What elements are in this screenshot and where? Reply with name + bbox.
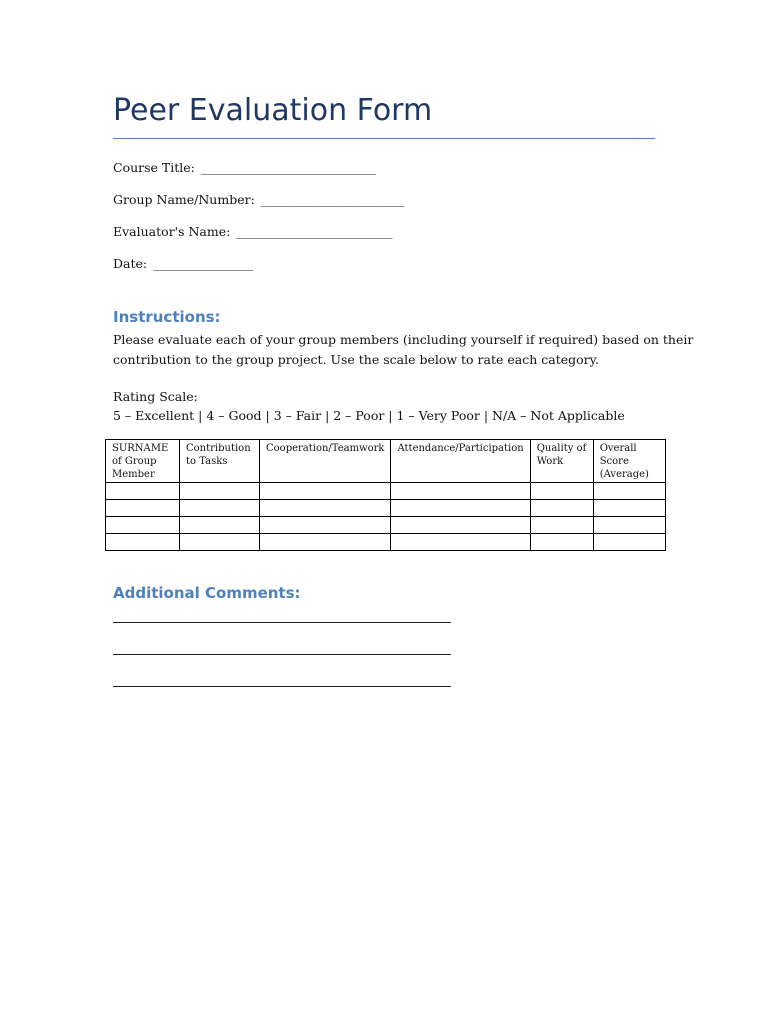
- table-cell[interactable]: [391, 517, 530, 534]
- table-cell[interactable]: [530, 483, 593, 500]
- comment-line-2[interactable]: [113, 654, 451, 655]
- table-cell[interactable]: [106, 483, 180, 500]
- header-cooperation: Cooperation/Teamwork: [260, 440, 391, 483]
- date-blank[interactable]: ________________: [153, 256, 254, 271]
- table-cell[interactable]: [180, 517, 260, 534]
- evaluator-name-label: Evaluator's Name:: [113, 224, 231, 239]
- group-name-field: [113, 192, 405, 207]
- table-cell[interactable]: [530, 500, 593, 517]
- group-name-label: Group Name/Number:: [113, 192, 255, 207]
- table-cell[interactable]: [593, 500, 665, 517]
- table-row: [106, 534, 666, 551]
- header-quality: Quality of Work: [530, 440, 593, 483]
- table-cell[interactable]: [260, 483, 391, 500]
- table-cell[interactable]: [593, 534, 665, 551]
- group-name-blank[interactable]: _______________________: [260, 192, 405, 207]
- rating-scale-label: Rating Scale:: [113, 389, 198, 404]
- evaluator-name-field: [113, 224, 393, 239]
- table-row: [106, 517, 666, 534]
- table-cell[interactable]: [593, 517, 665, 534]
- table-cell[interactable]: [530, 534, 593, 551]
- table-row: [106, 483, 666, 500]
- header-surname: SURNAME of Group Member: [106, 440, 180, 483]
- comment-line-3[interactable]: [113, 686, 451, 687]
- course-title-blank[interactable]: ____________________________: [200, 160, 376, 175]
- instructions-line-2: contribution to the group project. Use the scale below to rate each category.: [113, 352, 600, 367]
- table-cell[interactable]: [391, 500, 530, 517]
- table-cell[interactable]: [391, 483, 530, 500]
- date-field: [113, 256, 253, 271]
- table-header-row: [106, 440, 666, 483]
- table-cell[interactable]: [260, 534, 391, 551]
- table-cell[interactable]: [180, 534, 260, 551]
- table-cell[interactable]: [106, 534, 180, 551]
- title-underline: [113, 138, 655, 139]
- table-row: [106, 500, 666, 517]
- form-title: Peer Evaluation Form: [113, 93, 433, 128]
- table-cell[interactable]: [106, 517, 180, 534]
- table-cell[interactable]: [260, 517, 391, 534]
- instructions-line-1: Please evaluate each of your group members (including yourself if required) based on their: [113, 332, 694, 347]
- course-title-label: Course Title:: [113, 160, 195, 175]
- evaluator-name-blank[interactable]: _________________________: [236, 224, 393, 239]
- course-title-field: [113, 160, 376, 175]
- header-attendance: Attendance/Participation: [391, 440, 530, 483]
- comment-line-1[interactable]: [113, 622, 451, 623]
- table-cell[interactable]: [391, 534, 530, 551]
- header-overall-score: Overall Score (Average): [593, 440, 665, 483]
- table-cell[interactable]: [593, 483, 665, 500]
- table-cell[interactable]: [260, 500, 391, 517]
- comments-heading: Additional Comments:: [113, 584, 301, 602]
- table-cell[interactable]: [180, 483, 260, 500]
- table-cell[interactable]: [106, 500, 180, 517]
- date-label: Date:: [113, 256, 148, 271]
- table-cell[interactable]: [180, 500, 260, 517]
- table-cell[interactable]: [530, 517, 593, 534]
- rating-scale-text: 5 – Excellent | 4 – Good | 3 – Fair | 2 – Poor | 1 – Very Poor | N/A – Not Applicable: [113, 408, 625, 423]
- instructions-heading: Instructions:: [113, 308, 221, 326]
- header-contribution: Contribution to Tasks: [180, 440, 260, 483]
- evaluation-table: [105, 439, 666, 551]
